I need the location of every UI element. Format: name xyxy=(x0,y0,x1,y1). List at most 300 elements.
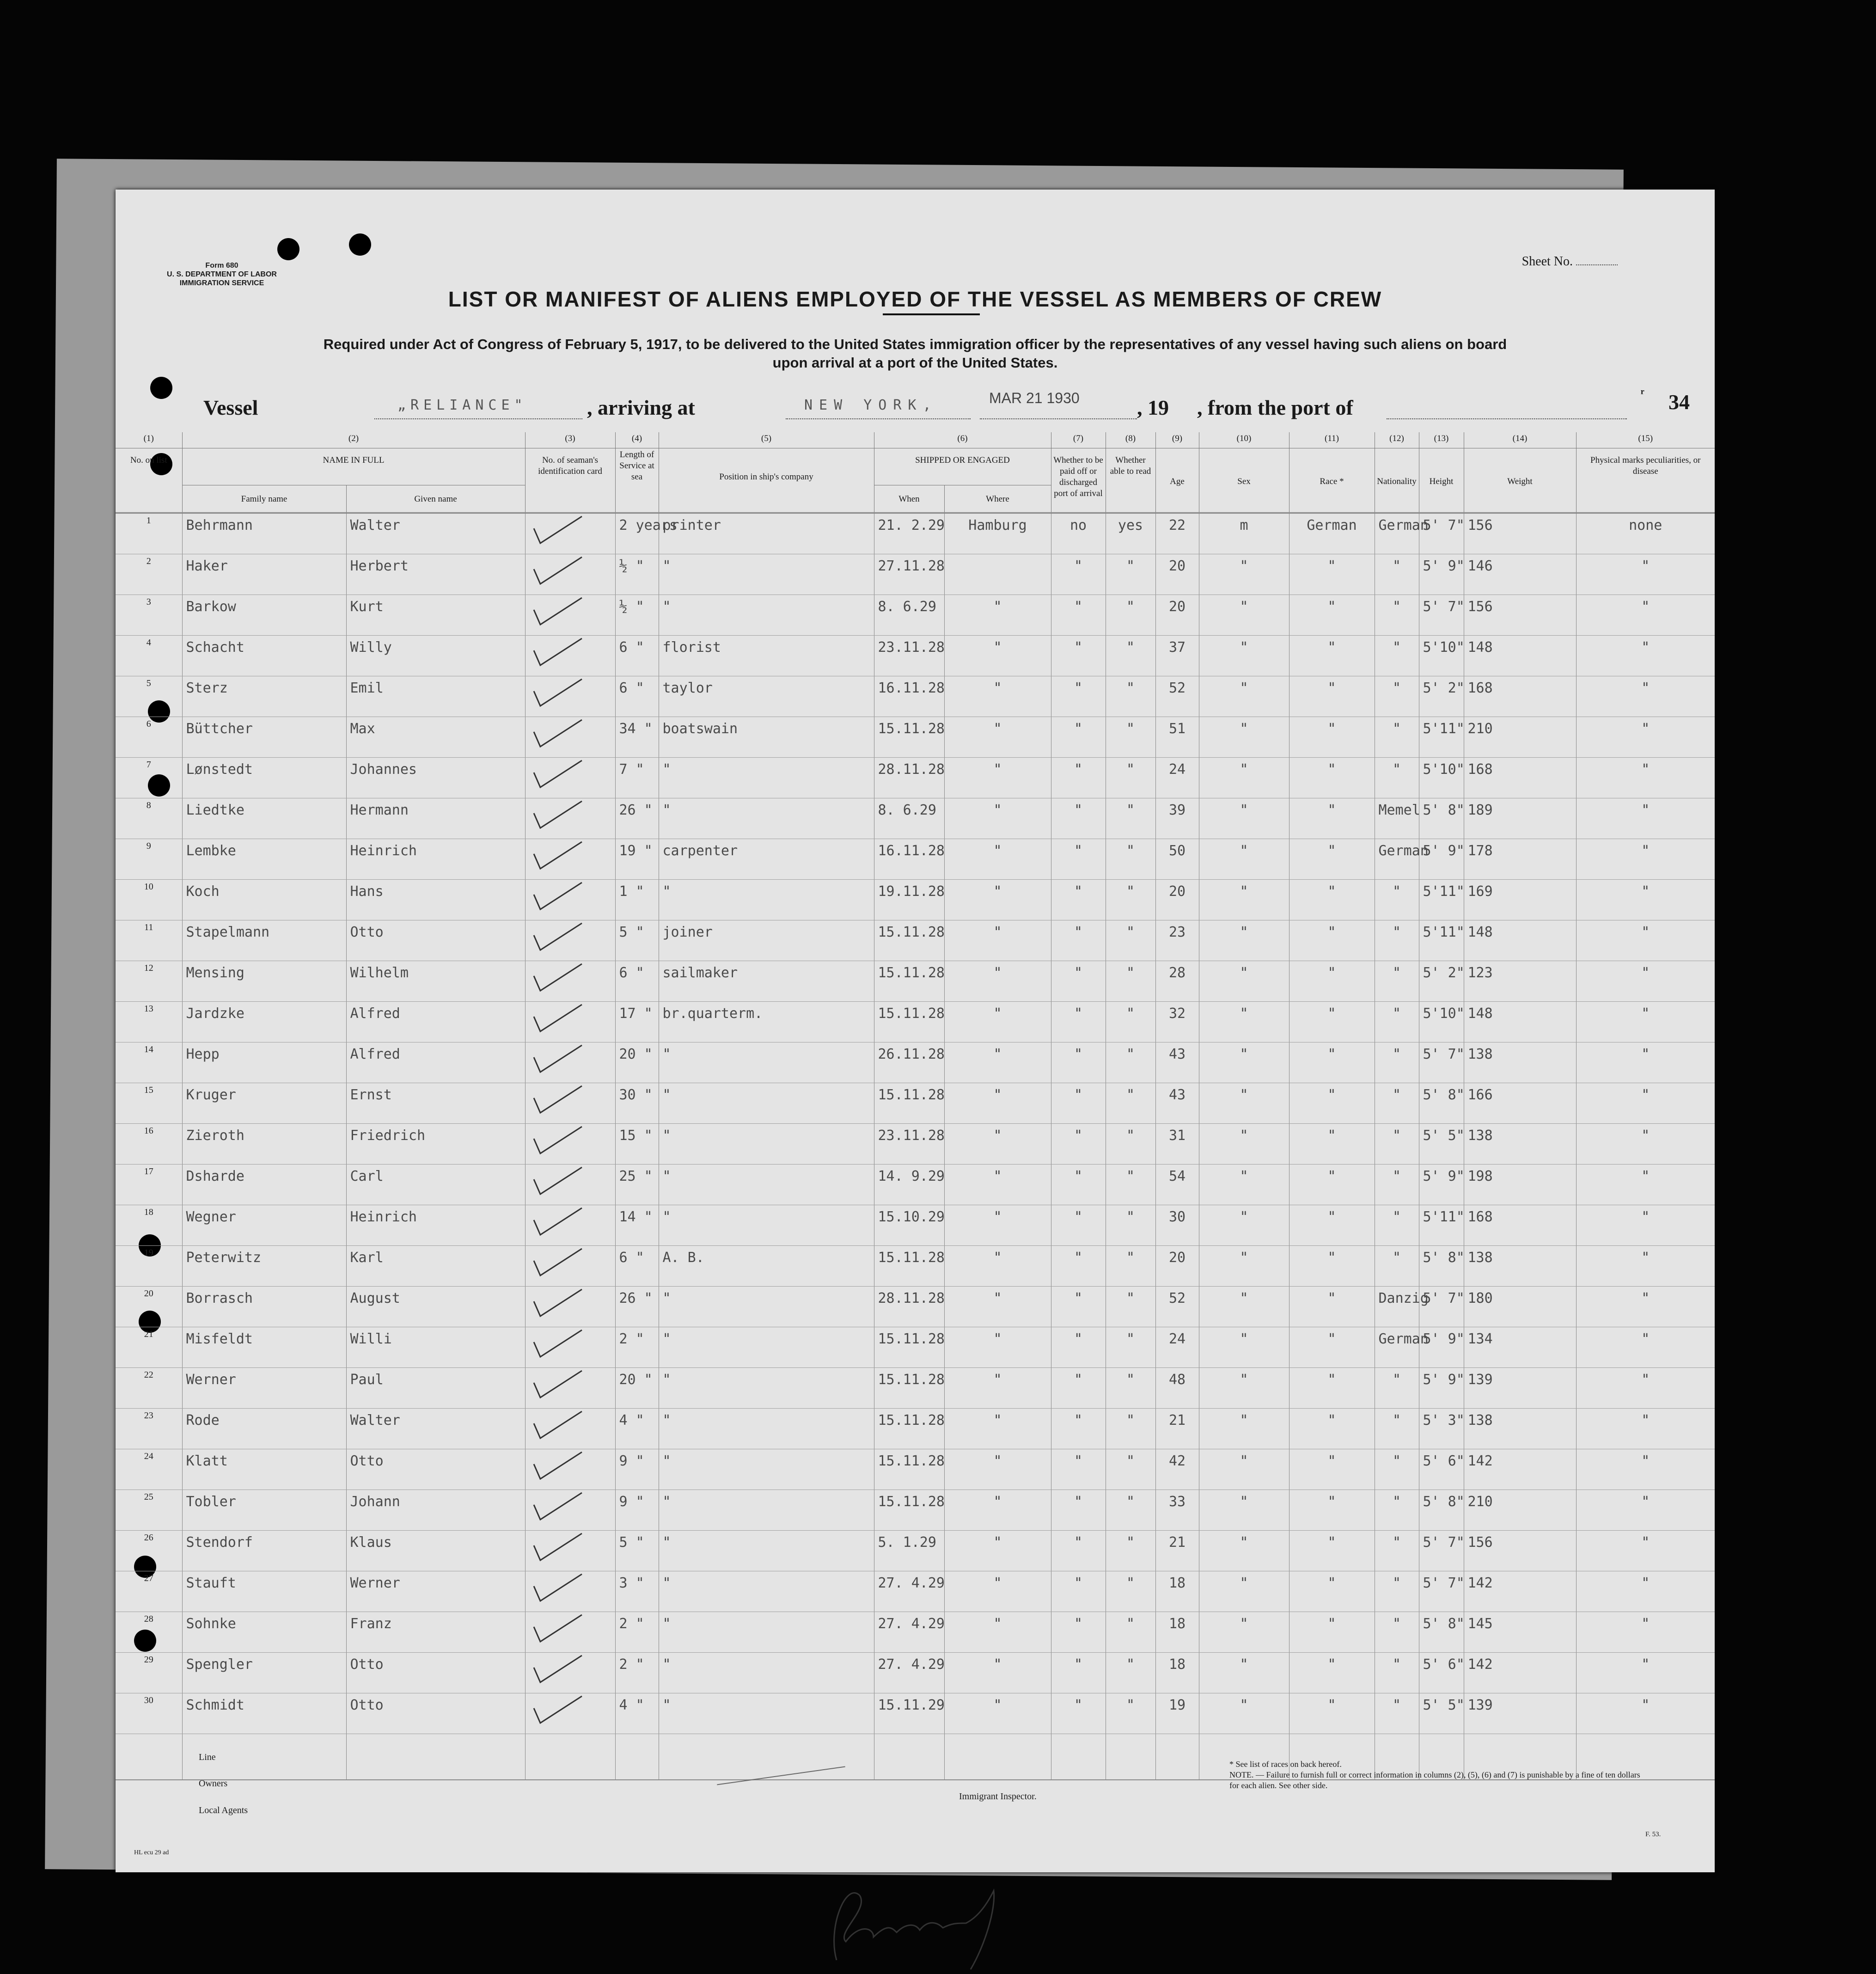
service-length-cell: 6 " xyxy=(615,1246,659,1287)
row-number: 23 xyxy=(116,1409,182,1449)
position-cell: " xyxy=(659,1612,782,1653)
table-row xyxy=(116,798,1715,839)
given-name-cell: Alfred xyxy=(346,1042,525,1083)
paid-off-cell: " xyxy=(1051,1124,1106,1165)
position-cell: " xyxy=(659,1165,782,1205)
check-mark-icon xyxy=(530,1206,586,1238)
age-cell: 32 xyxy=(1155,1002,1199,1042)
position-extra-cell xyxy=(782,676,874,717)
service-length-cell: 15 " xyxy=(615,1124,659,1165)
paid-off-cell: " xyxy=(1051,1327,1106,1368)
shipped-when-cell: 15.11.28 xyxy=(874,1368,944,1409)
shipped-where-cell: " xyxy=(944,1612,1051,1653)
race-cell: " xyxy=(1289,1490,1375,1531)
physical-marks-cell: " xyxy=(1576,1571,1715,1612)
height-cell: 5' 7" xyxy=(1419,1571,1464,1612)
id-card-cell xyxy=(525,920,615,961)
position-extra-cell xyxy=(782,513,874,554)
id-card-cell xyxy=(525,1571,615,1612)
row-number: 10 xyxy=(116,880,182,920)
paid-off-cell: " xyxy=(1051,1002,1106,1042)
col-num-13: (13) xyxy=(1419,432,1464,448)
check-mark-icon xyxy=(530,881,586,913)
blank-cell xyxy=(1051,1734,1106,1780)
weight-cell: 139 xyxy=(1464,1368,1576,1409)
given-name-cell: Heinrich xyxy=(346,1205,525,1246)
sex-cell: " xyxy=(1199,717,1289,758)
age-cell: 20 xyxy=(1155,880,1199,920)
able-to-read-cell: " xyxy=(1106,1409,1155,1449)
shipped-where-cell: " xyxy=(944,676,1051,717)
position-extra-cell xyxy=(782,1165,874,1205)
sex-cell: " xyxy=(1199,961,1289,1002)
nationality-cell: " xyxy=(1375,1083,1419,1124)
department: U. S. DEPARTMENT OF LABOR xyxy=(167,270,277,278)
weight-cell: 148 xyxy=(1464,920,1576,961)
shipped-where-cell: " xyxy=(944,839,1051,880)
age-cell: 52 xyxy=(1155,1287,1199,1327)
row-number: 7 xyxy=(116,758,182,798)
shipped-when-cell: 15.11.28 xyxy=(874,961,944,1002)
col-num-4: (4) xyxy=(615,432,659,448)
check-mark-icon xyxy=(530,1450,586,1483)
height-cell: 5' 5" xyxy=(1419,1693,1464,1734)
position-extra-cell xyxy=(782,1409,874,1449)
id-card-cell xyxy=(525,1124,615,1165)
shipped-when-cell: 15.11.28 xyxy=(874,1083,944,1124)
shipped-where-cell: " xyxy=(944,1409,1051,1449)
sex-cell: " xyxy=(1199,1612,1289,1653)
table-row xyxy=(116,1287,1715,1327)
row-number: 30 xyxy=(116,1693,182,1734)
family-name-cell: Barkow xyxy=(182,595,346,636)
age-cell: 28 xyxy=(1155,961,1199,1002)
family-name-cell: Schacht xyxy=(182,636,346,676)
position-extra-cell xyxy=(782,1327,874,1368)
sex-cell: " xyxy=(1199,595,1289,636)
vessel-label: Vessel xyxy=(203,396,258,419)
row-number: 27 xyxy=(116,1571,182,1612)
paid-off-cell: " xyxy=(1051,1693,1106,1734)
position-cell: sailmaker xyxy=(659,961,782,1002)
table-row xyxy=(116,513,1715,554)
physical-marks-cell: " xyxy=(1576,961,1715,1002)
service-length-cell: 25 " xyxy=(615,1165,659,1205)
check-mark-icon xyxy=(530,1654,586,1686)
family-name-cell: Haker xyxy=(182,554,346,595)
position-cell: " xyxy=(659,595,782,636)
table-row xyxy=(116,1002,1715,1042)
nationality-cell: " xyxy=(1375,1653,1419,1693)
shipped-where-cell: " xyxy=(944,1287,1051,1327)
row-number: 25 xyxy=(116,1490,182,1531)
id-card-cell xyxy=(525,839,615,880)
nationality-cell: " xyxy=(1375,554,1419,595)
crew-manifest-table xyxy=(116,432,1715,1780)
height-cell: 5'11" xyxy=(1419,1205,1464,1246)
table-row xyxy=(116,1449,1715,1490)
check-mark-icon xyxy=(530,596,586,628)
table-row xyxy=(116,636,1715,676)
row-number: 14 xyxy=(116,1042,182,1083)
family-name-cell: Sterz xyxy=(182,676,346,717)
given-name-cell: Herbert xyxy=(346,554,525,595)
shipped-when-cell: 23.11.28 xyxy=(874,636,944,676)
position-cell: boatswain xyxy=(659,717,782,758)
row-number: 11 xyxy=(116,920,182,961)
family-name-cell: Lønstedt xyxy=(182,758,346,798)
able-to-read-cell: " xyxy=(1106,798,1155,839)
paid-off-cell: " xyxy=(1051,1409,1106,1449)
age-cell: 20 xyxy=(1155,554,1199,595)
service-length-cell: 2 " xyxy=(615,1327,659,1368)
id-card-cell xyxy=(525,1002,615,1042)
punch-hole xyxy=(277,238,299,260)
service-length-cell: 9 " xyxy=(615,1449,659,1490)
row-number: 16 xyxy=(116,1124,182,1165)
race-cell: " xyxy=(1289,1002,1375,1042)
shipped-where-cell: " xyxy=(944,1002,1051,1042)
id-card-cell xyxy=(525,676,615,717)
shipped-when-cell: 15.11.28 xyxy=(874,1449,944,1490)
paid-off-cell: " xyxy=(1051,1165,1106,1205)
check-mark-icon xyxy=(530,515,586,547)
given-name-cell: Otto xyxy=(346,1653,525,1693)
physical-marks-cell: " xyxy=(1576,1124,1715,1165)
table-row xyxy=(116,1531,1715,1571)
shipped-when-cell: 27.11.28 xyxy=(874,554,944,595)
weight-cell: 210 xyxy=(1464,1490,1576,1531)
shipped-when-cell: 8. 6.29 xyxy=(874,595,944,636)
position-extra-cell xyxy=(782,554,874,595)
shipped-when-cell: 19.11.28 xyxy=(874,880,944,920)
blank-cell xyxy=(346,1734,525,1780)
height-cell: 5'11" xyxy=(1419,717,1464,758)
age-cell: 21 xyxy=(1155,1409,1199,1449)
family-name-cell: Wegner xyxy=(182,1205,346,1246)
weight-cell: 139 xyxy=(1464,1693,1576,1734)
sex-cell: " xyxy=(1199,1531,1289,1571)
position-extra-cell xyxy=(782,595,874,636)
given-name-cell: Ernst xyxy=(346,1083,525,1124)
position-cell: " xyxy=(659,1042,782,1083)
nationality-cell: German xyxy=(1375,839,1419,880)
age-cell: 24 xyxy=(1155,1327,1199,1368)
table-row xyxy=(116,1205,1715,1246)
table-row xyxy=(116,1165,1715,1205)
sex-cell: " xyxy=(1199,676,1289,717)
height-cell: 5' 8" xyxy=(1419,798,1464,839)
blank-cell xyxy=(659,1734,782,1780)
height-cell: 5' 7" xyxy=(1419,595,1464,636)
age-cell: 43 xyxy=(1155,1042,1199,1083)
shipped-where-cell: " xyxy=(944,1083,1051,1124)
family-name-cell: Mensing xyxy=(182,961,346,1002)
weight-cell: 189 xyxy=(1464,798,1576,839)
paid-off-cell: " xyxy=(1051,798,1106,839)
able-to-read-cell: " xyxy=(1106,1287,1155,1327)
nationality-cell: " xyxy=(1375,1409,1419,1449)
position-extra-cell xyxy=(782,1653,874,1693)
given-name-cell: Willy xyxy=(346,636,525,676)
table-row xyxy=(116,1124,1715,1165)
height-cell: 5' 8" xyxy=(1419,1612,1464,1653)
table-row xyxy=(116,1571,1715,1612)
position-extra-cell xyxy=(782,798,874,839)
penalty-note: NOTE. — Failure to furnish full or correct information in columns (2), (5), (6) and (7) is punishable by a fine of ten dollars for each alien. See other side. xyxy=(1229,1770,1640,1790)
family-name-cell: Stendorf xyxy=(182,1531,346,1571)
physical-marks-cell: " xyxy=(1576,1653,1715,1693)
race-cell: " xyxy=(1289,676,1375,717)
age-cell: 42 xyxy=(1155,1449,1199,1490)
nationality-cell: " xyxy=(1375,1002,1419,1042)
row-number: 15 xyxy=(116,1083,182,1124)
physical-marks-cell: " xyxy=(1576,1002,1715,1042)
shipped-when-cell: 15.11.29 xyxy=(874,1693,944,1734)
given-name-cell: Willi xyxy=(346,1327,525,1368)
height-cell: 5' 6" xyxy=(1419,1449,1464,1490)
shipped-when-cell: 14. 9.29 xyxy=(874,1165,944,1205)
check-mark-icon xyxy=(530,1694,586,1727)
given-name-cell: Paul xyxy=(346,1368,525,1409)
able-to-read-cell: " xyxy=(1106,1165,1155,1205)
family-name-cell: Zieroth xyxy=(182,1124,346,1165)
table-row xyxy=(116,920,1715,961)
weight-cell: 134 xyxy=(1464,1327,1576,1368)
service-length-cell: 26 " xyxy=(615,798,659,839)
paid-off-cell: " xyxy=(1051,595,1106,636)
height-cell: 5'10" xyxy=(1419,758,1464,798)
shipped-when-cell: 16.11.28 xyxy=(874,676,944,717)
from-port-label: , from the port of xyxy=(1197,396,1353,419)
physical-marks-cell: " xyxy=(1576,1368,1715,1409)
paid-off-cell: " xyxy=(1051,920,1106,961)
family-name-cell: Dsharde xyxy=(182,1165,346,1205)
check-mark-icon xyxy=(530,677,586,710)
physical-marks-cell: " xyxy=(1576,554,1715,595)
position-cell: " xyxy=(659,880,782,920)
year-label: , 19 xyxy=(1137,396,1169,419)
given-name-cell: Werner xyxy=(346,1571,525,1612)
race-cell: " xyxy=(1289,1042,1375,1083)
service-length-cell: 14 " xyxy=(615,1205,659,1246)
age-cell: 37 xyxy=(1155,636,1199,676)
able-to-read-cell: " xyxy=(1106,1002,1155,1042)
age-cell: 50 xyxy=(1155,839,1199,880)
col-num-14: (14) xyxy=(1464,432,1576,448)
row-number: 28 xyxy=(116,1612,182,1653)
row-number: 21 xyxy=(116,1327,182,1368)
paid-off-cell: " xyxy=(1051,636,1106,676)
position-cell: " xyxy=(659,1531,782,1571)
weight-cell: 138 xyxy=(1464,1409,1576,1449)
able-to-read-cell: " xyxy=(1106,1612,1155,1653)
position-extra-cell xyxy=(782,1205,874,1246)
family-name-cell: Stapelmann xyxy=(182,920,346,961)
shipped-where-cell: " xyxy=(944,1368,1051,1409)
able-to-read-cell: " xyxy=(1106,1653,1155,1693)
able-to-read-cell: " xyxy=(1106,595,1155,636)
shipped-where-cell: " xyxy=(944,1571,1051,1612)
check-mark-icon xyxy=(530,1125,586,1157)
tick-mark: ʳ xyxy=(1641,386,1644,401)
service-length-cell: 6 " xyxy=(615,636,659,676)
position-cell: florist xyxy=(659,636,782,676)
id-card-cell xyxy=(525,1327,615,1368)
family-name-cell: Spengler xyxy=(182,1653,346,1693)
inspector-signature xyxy=(818,1854,1026,1974)
races-note: * See list of races on back hereof. xyxy=(1229,1759,1342,1769)
race-cell: " xyxy=(1289,717,1375,758)
paid-off-cell: " xyxy=(1051,1531,1106,1571)
family-name-cell: Büttcher xyxy=(182,717,346,758)
sex-cell: " xyxy=(1199,636,1289,676)
position-cell: " xyxy=(659,1327,782,1368)
check-mark-icon xyxy=(530,1532,586,1564)
family-name-cell: Rode xyxy=(182,1409,346,1449)
row-number: 29 xyxy=(116,1653,182,1693)
service-length-cell: ½ " xyxy=(615,595,659,636)
given-name-cell: Franz xyxy=(346,1612,525,1653)
position-extra-cell xyxy=(782,1002,874,1042)
row-number: 17 xyxy=(116,1165,182,1205)
physical-marks-cell: " xyxy=(1576,1531,1715,1571)
id-card-cell xyxy=(525,961,615,1002)
blank-cell xyxy=(874,1734,944,1780)
shipped-when-cell: 15.11.28 xyxy=(874,717,944,758)
paid-off-cell: " xyxy=(1051,839,1106,880)
physical-marks-cell: " xyxy=(1576,1246,1715,1287)
given-name-cell: Emil xyxy=(346,676,525,717)
physical-marks-cell: " xyxy=(1576,1612,1715,1653)
nationality-cell: " xyxy=(1375,1612,1419,1653)
line-label: Line xyxy=(199,1752,216,1762)
age-cell: 30 xyxy=(1155,1205,1199,1246)
weight-cell: 198 xyxy=(1464,1165,1576,1205)
able-to-read-cell: " xyxy=(1106,1571,1155,1612)
race-cell: " xyxy=(1289,1205,1375,1246)
service-length-cell: 4 " xyxy=(615,1693,659,1734)
weight-cell: 210 xyxy=(1464,717,1576,758)
row-number: 1 xyxy=(116,513,182,554)
nationality-cell: " xyxy=(1375,1124,1419,1165)
row-number: 22 xyxy=(116,1368,182,1409)
service-length-cell: 17 " xyxy=(615,1002,659,1042)
age-cell: 52 xyxy=(1155,676,1199,717)
form-code: F. 53. xyxy=(1645,1831,1661,1838)
weight-cell: 146 xyxy=(1464,554,1576,595)
weight-cell: 168 xyxy=(1464,676,1576,717)
able-to-read-cell: " xyxy=(1106,1083,1155,1124)
check-mark-icon xyxy=(530,840,586,872)
shipped-where-cell: " xyxy=(944,1490,1051,1531)
header-nationality: Nationality xyxy=(1375,448,1419,513)
position-extra-cell xyxy=(782,758,874,798)
position-cell: " xyxy=(659,798,782,839)
race-cell: " xyxy=(1289,1165,1375,1205)
sex-cell: " xyxy=(1199,1246,1289,1287)
given-name-cell: Johann xyxy=(346,1490,525,1531)
race-cell: " xyxy=(1289,1124,1375,1165)
height-cell: 5' 2" xyxy=(1419,676,1464,717)
height-cell: 5' 9" xyxy=(1419,554,1464,595)
race-cell: " xyxy=(1289,1368,1375,1409)
shipped-where-cell: " xyxy=(944,1124,1051,1165)
id-card-cell xyxy=(525,1409,615,1449)
paid-off-cell: " xyxy=(1051,1653,1106,1693)
service-length-cell: 30 " xyxy=(615,1083,659,1124)
height-cell: 5' 7" xyxy=(1419,1042,1464,1083)
nationality-cell: " xyxy=(1375,1571,1419,1612)
header-where: Where xyxy=(944,485,1051,513)
physical-marks-cell: " xyxy=(1576,1327,1715,1368)
weight-cell: 142 xyxy=(1464,1653,1576,1693)
family-name-cell: Schmidt xyxy=(182,1693,346,1734)
physical-marks-cell: " xyxy=(1576,1205,1715,1246)
age-cell: 23 xyxy=(1155,920,1199,961)
position-cell: " xyxy=(659,1287,782,1327)
table-row xyxy=(116,554,1715,595)
service-length-cell: 6 " xyxy=(615,676,659,717)
shipped-where-cell: " xyxy=(944,636,1051,676)
sex-cell: " xyxy=(1199,839,1289,880)
position-cell: " xyxy=(659,1368,782,1409)
weight-cell: 166 xyxy=(1464,1083,1576,1124)
weight-cell: 156 xyxy=(1464,595,1576,636)
height-cell: 5' 5" xyxy=(1419,1124,1464,1165)
id-card-cell xyxy=(525,636,615,676)
service-length-cell: 3 " xyxy=(615,1571,659,1612)
shipped-where-cell: " xyxy=(944,1693,1051,1734)
id-card-cell xyxy=(525,1531,615,1571)
age-cell: 20 xyxy=(1155,1246,1199,1287)
service-length-cell: 19 " xyxy=(615,839,659,880)
table-row xyxy=(116,880,1715,920)
header-age: Age xyxy=(1155,448,1199,513)
race-cell: " xyxy=(1289,758,1375,798)
sex-cell: " xyxy=(1199,1083,1289,1124)
check-mark-icon xyxy=(530,1613,586,1645)
position-extra-cell xyxy=(782,1287,874,1327)
family-name-cell: Peterwitz xyxy=(182,1246,346,1287)
row-number: 12 xyxy=(116,961,182,1002)
paid-off-cell: no xyxy=(1051,513,1106,554)
race-cell: " xyxy=(1289,1653,1375,1693)
table-row xyxy=(116,595,1715,636)
physical-marks-cell: " xyxy=(1576,595,1715,636)
position-extra-cell xyxy=(782,920,874,961)
shipped-when-cell: 16.11.28 xyxy=(874,839,944,880)
header-no-on-list: No. on list xyxy=(116,448,182,513)
nationality-cell: Memel xyxy=(1375,798,1419,839)
paid-off-cell: " xyxy=(1051,1205,1106,1246)
race-cell: " xyxy=(1289,839,1375,880)
shipped-where-cell: " xyxy=(944,1042,1051,1083)
position-cell: A. B. xyxy=(659,1246,782,1287)
position-extra-cell xyxy=(782,1571,874,1612)
sex-cell: " xyxy=(1199,1287,1289,1327)
id-card-cell xyxy=(525,1612,615,1653)
service: IMMIGRATION SERVICE xyxy=(179,279,264,287)
table-row xyxy=(116,1693,1715,1734)
check-mark-icon xyxy=(530,1369,586,1401)
given-name-cell: Alfred xyxy=(346,1002,525,1042)
height-cell: 5' 9" xyxy=(1419,1165,1464,1205)
service-length-cell: 20 " xyxy=(615,1042,659,1083)
inspector-label: Immigrant Inspector. xyxy=(959,1791,1037,1802)
height-cell: 5' 7" xyxy=(1419,1531,1464,1571)
service-length-cell: 2 " xyxy=(615,1653,659,1693)
